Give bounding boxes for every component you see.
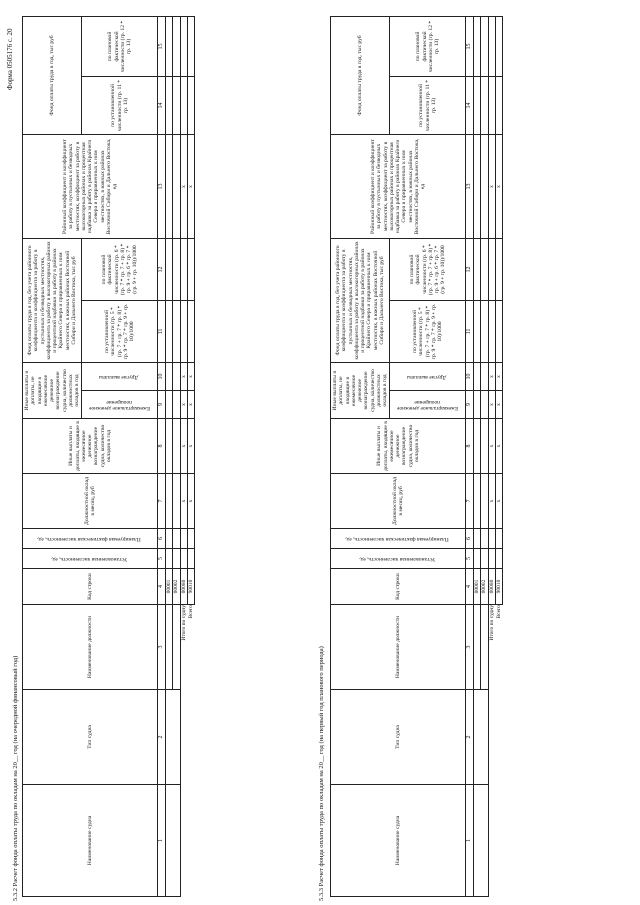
- col-number: 10: [466, 363, 474, 391]
- hdr-regional-coef: Районный коэффициент и коэффициент за работу в пустынных и безводных местностях, коэффициент за работу в высокогорных районах и процентная надбавка за работу в районах Крайнего Севера и приравненных к ним местностях, в южных районах Восточной Сибири и Дальнего Востока, ед: [331, 134, 466, 238]
- value-cell: [180, 76, 187, 134]
- value-cell[interactable]: [166, 474, 173, 529]
- value-cell[interactable]: [166, 363, 173, 391]
- hdr-fund-year: Фонд оплаты труда в год, тыс руб: [23, 16, 82, 134]
- total-label: Всего: [187, 605, 194, 619]
- col-number: 9: [466, 391, 474, 419]
- hdr-fund-no-coef: Фонд оплаты труда в год, без учета районного коэффициента и коэффициента за работу в пустынных и безводных местностях, коэффициента за работу в высокогорных районах и процентной надбавки за работу в районах Крайнего Севера и приравненных к ним местностях, в южных районах Восточной Сибири и Дальнего Востока, тыс руб: [23, 238, 82, 362]
- value-cell[interactable]: [173, 16, 180, 76]
- x-mark: x: [495, 419, 502, 474]
- hdr-fund-no-coef: Фонд оплаты труда в год, без учета районного коэффициента и коэффициента за работу в пустынных и безводных местностях, коэффициента за работу в высокогорных районах и процентной надбавки за работу в районах Крайнего Севера и приравненных к ним местностях, в южных районах Восточной Сибири и Дальнего Востока, тыс руб: [331, 238, 390, 362]
- x-mark: x: [180, 134, 187, 238]
- value-cell[interactable]: [474, 238, 481, 300]
- value-cell: [488, 549, 495, 569]
- position-cell[interactable]: [474, 605, 481, 690]
- value-cell: [488, 238, 495, 300]
- value-cell[interactable]: [481, 419, 488, 474]
- hdr-monthly-bonus: Ежеквартальное денежное поощрение: [82, 391, 158, 419]
- x-mark: x: [180, 391, 187, 419]
- value-cell: [495, 76, 502, 134]
- hdr-position-name: Наименование должности: [331, 605, 466, 690]
- hdr-established-headcount: Установленная численность, ед.: [23, 549, 158, 569]
- col-number: 3: [158, 605, 166, 690]
- value-cell[interactable]: [474, 134, 481, 238]
- x-mark: x: [488, 363, 495, 391]
- hdr-salary: Должностной оклад в месяц, руб: [23, 474, 158, 529]
- x-mark: x: [180, 363, 187, 391]
- col-number: 8: [466, 419, 474, 474]
- x-mark: x: [495, 474, 502, 529]
- value-cell[interactable]: [166, 238, 173, 300]
- value-cell[interactable]: [481, 474, 488, 529]
- salary-fund-table-2: [330, 16, 503, 897]
- value-cell[interactable]: [481, 529, 488, 549]
- col-number: 7: [466, 474, 474, 529]
- value-cell[interactable]: [481, 363, 488, 391]
- value-cell[interactable]: [474, 76, 481, 134]
- vessel-name-cell[interactable]: [474, 785, 488, 897]
- table-row: [166, 16, 173, 896]
- value-cell: [488, 301, 495, 363]
- hdr-established-headcount: Установленная численность, ед.: [331, 549, 466, 569]
- line-code: 00080: [488, 569, 495, 605]
- col-number: 11: [158, 301, 166, 363]
- col-number: 8: [158, 419, 166, 474]
- vessel-type-cell[interactable]: [474, 690, 488, 785]
- value-cell[interactable]: [166, 16, 173, 76]
- position-cell[interactable]: [166, 605, 173, 690]
- value-cell: [180, 16, 187, 76]
- col-number: 10: [158, 363, 166, 391]
- col-number: 1: [466, 785, 474, 897]
- hdr-fund-planned: по плановой фактической численности (гр. 12 * гр. 13): [82, 16, 158, 76]
- hdr-by-planned: по плановой фактической численности (гр. 6 * (гр. 7 * гр. 7 + гр. 8) * гр. 9 + гр. 6 * гр. 7 * (гр. 9 + гр. 10))/1000: [390, 238, 466, 300]
- value-cell[interactable]: [166, 391, 173, 419]
- value-cell[interactable]: [166, 529, 173, 549]
- col-number: 6: [466, 529, 474, 549]
- value-cell[interactable]: [474, 549, 481, 569]
- value-cell[interactable]: [474, 301, 481, 363]
- x-mark: x: [495, 391, 502, 419]
- value-cell[interactable]: [173, 134, 180, 238]
- x-mark: x: [187, 391, 194, 419]
- hdr-position-name: Наименование должности: [23, 605, 158, 690]
- vessel-name-cell[interactable]: [166, 785, 180, 897]
- hdr-other-payments: Другие выплаты: [390, 363, 466, 391]
- col-number: 12: [158, 238, 166, 300]
- value-cell[interactable]: [166, 134, 173, 238]
- value-cell[interactable]: [166, 419, 173, 474]
- vessel-type-cell[interactable]: [166, 690, 180, 785]
- x-mark: x: [180, 474, 187, 529]
- hdr-planned-headcount: Планируемая фактическая численность, ед.: [331, 529, 466, 549]
- value-cell: [180, 301, 187, 363]
- position-cell[interactable]: [173, 605, 180, 690]
- total-row: [488, 16, 495, 896]
- hdr-other-incl: Иные выплаты и доплаты, входящие в ежемесячное денежное вознаграждение судна, количество окладов в год: [23, 419, 158, 474]
- x-mark: x: [488, 474, 495, 529]
- col-number: 13: [466, 134, 474, 238]
- form-reference: Форма 0505176 с. 20: [6, 28, 14, 90]
- value-cell: [495, 549, 502, 569]
- section-title: 5.3.3 Расчет фонда оплаты труда по окладам на 20__ год (на первый год планового периода): [318, 646, 325, 901]
- hdr-other-payments: Другие выплаты: [82, 363, 158, 391]
- line-code: 00001: [474, 569, 481, 605]
- x-mark: x: [187, 474, 194, 529]
- col-number: 15: [158, 16, 166, 76]
- value-cell: [187, 238, 194, 300]
- value-cell[interactable]: [481, 549, 488, 569]
- total-row: [180, 16, 187, 896]
- x-mark: x: [180, 419, 187, 474]
- line-code: 90010: [187, 569, 194, 605]
- value-cell[interactable]: [173, 391, 180, 419]
- hdr-other-incl: Иные выплаты и доплаты, входящие в ежемесячное денежное вознаграждение судна, количество окладов в год: [331, 419, 466, 474]
- col-number: 14: [466, 76, 474, 134]
- x-mark: x: [488, 134, 495, 238]
- hdr-by-established: по установленной численности (гр. 5 * (гр. 7 + гр. 7 * гр. 8) * гр. 9 * гр. 7 * гр. 9 + гр. 10)/1000: [82, 301, 158, 363]
- value-cell: [495, 16, 502, 76]
- value-cell: [187, 16, 194, 76]
- col-number: 5: [466, 549, 474, 569]
- total-label: Итого по судну: [180, 605, 187, 641]
- value-cell[interactable]: [474, 529, 481, 549]
- line-code: 00002: [173, 569, 180, 605]
- hdr-planned-headcount: Планируемая фактическая численность, ед.: [23, 529, 158, 549]
- value-cell[interactable]: [474, 16, 481, 76]
- col-number: 6: [158, 529, 166, 549]
- x-mark: x: [187, 363, 194, 391]
- value-cell: [187, 301, 194, 363]
- line-code: 00080: [180, 569, 187, 605]
- col-number: 2: [158, 690, 166, 785]
- value-cell: [187, 549, 194, 569]
- hdr-fund-planned: по плановой фактической численности (гр. 12 * гр. 13): [390, 16, 466, 76]
- col-number: 14: [158, 76, 166, 134]
- x-mark: x: [488, 419, 495, 474]
- value-cell[interactable]: [173, 419, 180, 474]
- value-cell: [187, 529, 194, 549]
- value-cell: [488, 76, 495, 134]
- x-mark: x: [495, 134, 502, 238]
- salary-fund-table-1: [22, 16, 195, 897]
- hdr-regional-coef: Районный коэффициент и коэффициент за работу в пустынных и безводных местностях, коэффициент за работу в высокогорных районах и процентная надбавка за работу в районах Крайнего Севера и приравненных к ним местностях, в южных районах Восточной Сибири и Дальнего Востока, ед: [23, 134, 158, 238]
- value-cell[interactable]: [173, 549, 180, 569]
- value-cell[interactable]: [173, 529, 180, 549]
- value-cell[interactable]: [481, 76, 488, 134]
- col-number: 11: [466, 301, 474, 363]
- value-cell[interactable]: [474, 363, 481, 391]
- value-cell: [488, 16, 495, 76]
- value-cell[interactable]: [474, 391, 481, 419]
- value-cell: [180, 238, 187, 300]
- col-number: 4: [158, 569, 166, 605]
- line-code: 90010: [495, 569, 502, 605]
- value-cell: [187, 76, 194, 134]
- value-cell[interactable]: [481, 16, 488, 76]
- hdr-by-established: по установленной численности (гр. 5 * (гр. 7 + гр. 7 * гр. 8) * гр. 9 * гр. 7 * гр. 9 + гр. 10)/1000: [390, 301, 466, 363]
- value-cell[interactable]: [481, 391, 488, 419]
- table-row: [474, 16, 481, 896]
- x-mark: x: [187, 134, 194, 238]
- col-number: 13: [158, 134, 166, 238]
- col-number: 4: [466, 569, 474, 605]
- hdr-salary: Должностной оклад в месяц, руб: [331, 474, 466, 529]
- hdr-vessel-type: Тип судна: [331, 690, 466, 785]
- value-cell: [488, 529, 495, 549]
- position-cell[interactable]: [481, 605, 488, 690]
- hdr-vessel-type: Тип судна: [23, 690, 158, 785]
- value-cell[interactable]: [166, 549, 173, 569]
- col-number: 3: [466, 605, 474, 690]
- col-number: 9: [158, 391, 166, 419]
- hdr-fund-established: по установленной численности (гр. 11 * гр. 13): [390, 76, 466, 134]
- x-mark: x: [187, 419, 194, 474]
- hdr-line-code: Код строки: [331, 569, 466, 605]
- hdr-other-excl: Иные выплаты и доплаты, не входящие в ежемесячное денежное вознаграждение судна, количество должностных окладов в год: [23, 363, 82, 419]
- value-cell[interactable]: [173, 238, 180, 300]
- hdr-fund-established: по установленной численности (гр. 11 * гр. 13): [82, 76, 158, 134]
- total-label: Всего: [495, 605, 502, 619]
- value-cell[interactable]: [474, 474, 481, 529]
- value-cell: [180, 529, 187, 549]
- hdr-monthly-bonus: Ежеквартальное денежное поощрение: [390, 391, 466, 419]
- hdr-fund-year: Фонд оплаты труда в год, тыс руб: [331, 16, 390, 134]
- value-cell[interactable]: [173, 474, 180, 529]
- col-number: 12: [466, 238, 474, 300]
- value-cell[interactable]: [173, 76, 180, 134]
- section-title: 5.3.2 Расчет фонда оплаты труда по окладам на 20__ год (на очередной финансовый год): [12, 655, 19, 901]
- col-number: 5: [158, 549, 166, 569]
- col-number: 1: [158, 785, 166, 897]
- line-code: 00001: [166, 569, 173, 605]
- col-number: 15: [466, 16, 474, 76]
- hdr-vessel-name: Наименование судна: [331, 785, 466, 897]
- value-cell[interactable]: [173, 301, 180, 363]
- total-row: [495, 16, 502, 896]
- line-code: 00002: [481, 569, 488, 605]
- hdr-vessel-name: Наименование судна: [23, 785, 158, 897]
- value-cell[interactable]: [481, 301, 488, 363]
- value-cell: [180, 549, 187, 569]
- value-cell[interactable]: [474, 419, 481, 474]
- value-cell: [495, 529, 502, 549]
- value-cell[interactable]: [166, 301, 173, 363]
- value-cell: [495, 238, 502, 300]
- hdr-other-excl: Иные выплаты и доплаты, не входящие в ежемесячное денежное вознаграждение судна, количество должностных окладов в год: [331, 363, 390, 419]
- x-mark: x: [495, 363, 502, 391]
- total-label: Итого по судну: [488, 605, 495, 641]
- hdr-line-code: Код строки: [23, 569, 158, 605]
- total-row: [187, 16, 194, 896]
- value-cell[interactable]: [481, 238, 488, 300]
- value-cell[interactable]: [166, 76, 173, 134]
- value-cell[interactable]: [173, 363, 180, 391]
- hdr-by-planned: по плановой фактической численности (гр. 6 * (гр. 7 * гр. 7 + гр. 8) * гр. 9 + гр. 6 * гр. 7 * (гр. 9 + гр. 10))/1000: [82, 238, 158, 300]
- col-number: 2: [466, 690, 474, 785]
- col-number: 7: [158, 474, 166, 529]
- value-cell[interactable]: [481, 134, 488, 238]
- x-mark: x: [488, 391, 495, 419]
- value-cell: [495, 301, 502, 363]
